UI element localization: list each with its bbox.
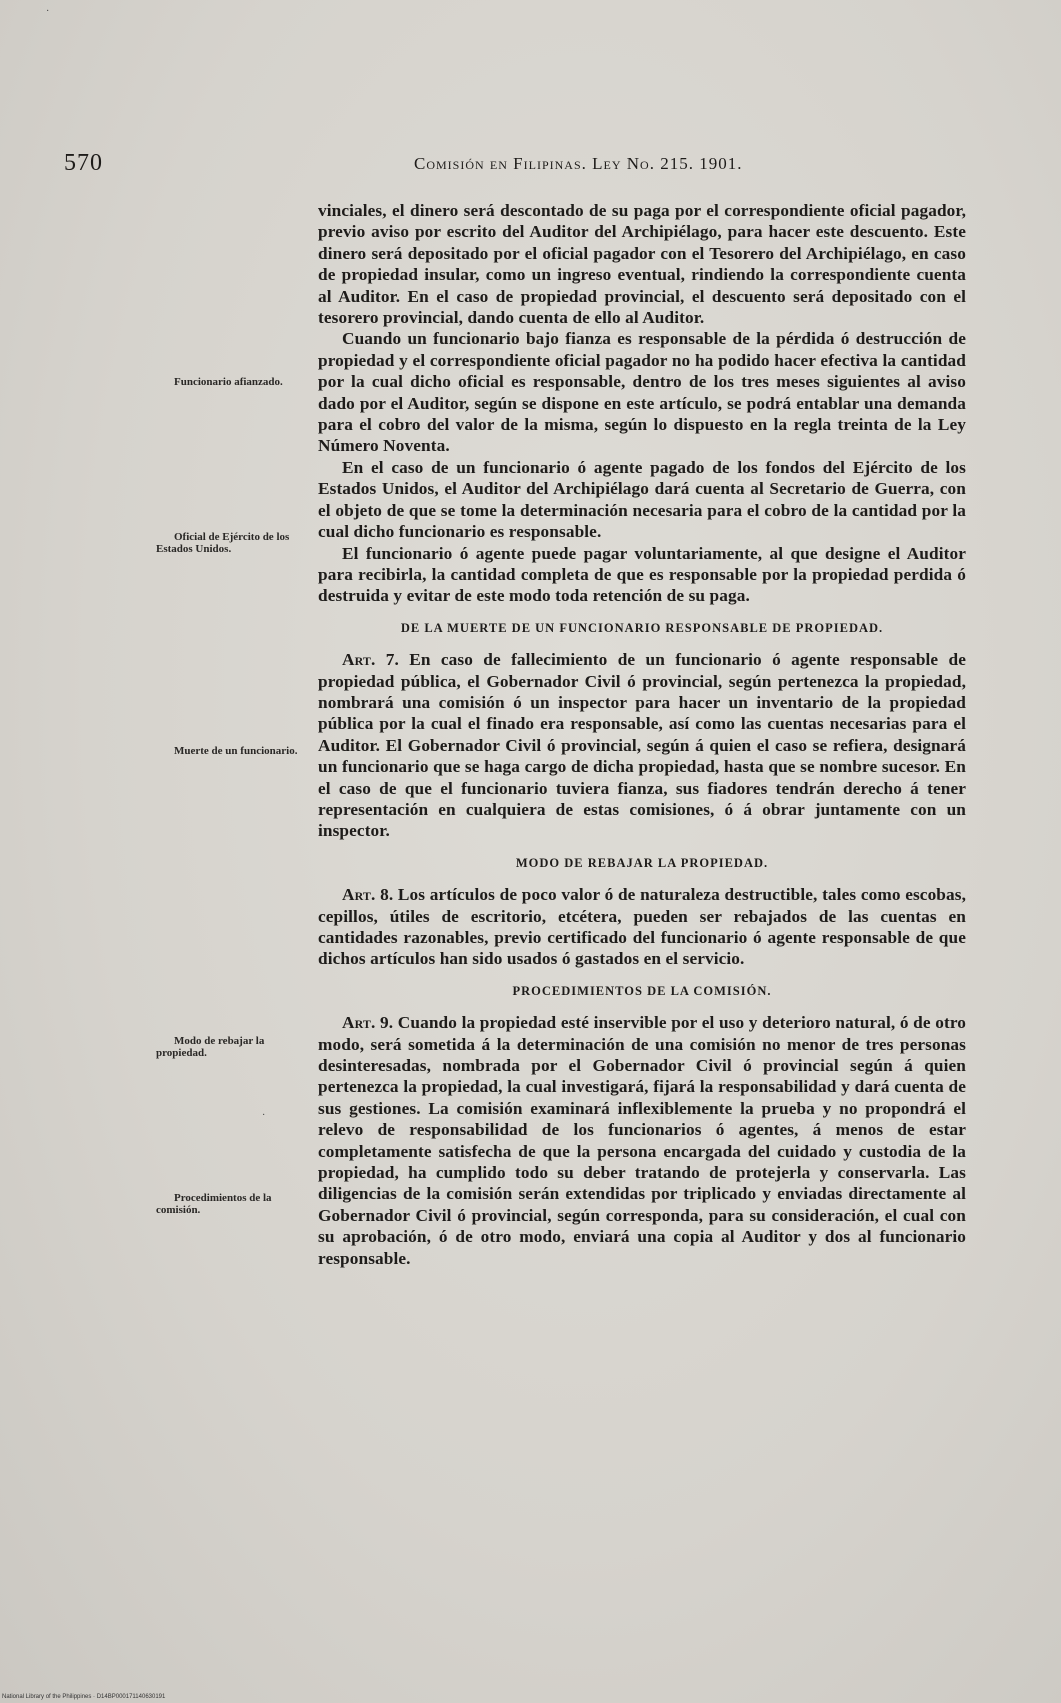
article-9 (318, 1012, 966, 1269)
article-8-label: Art. 8. (342, 885, 394, 905)
article-8-text: Los artículos de poco valor ó de naturaleza destructible, tales como escobas, cepillos, útiles de escritorio, etcétera, pueden ser rebajados de las cuentas en cantidades razonables, previo certificado del funcionario ó agente responsable de que dichos artículos han sido usados ó gastados en el servicio. (318, 885, 967, 969)
margin-note-modo-rebajar: Modo de rebajar la propiedad. (156, 1035, 265, 1059)
margin-note-muerte-funcionario: Muerte de un funcionario. (174, 745, 298, 757)
main-text (318, 200, 966, 1269)
margin-note-oficial-ejercito: Oficial de Ejército de los Estados Unidos. (156, 531, 290, 555)
page-number: 570 (64, 150, 103, 176)
article-9-text: Cuando la propiedad esté inservible por el uso y deterioro natural, ó de otro modo, será sometida á la determinación de una comisión no menor de tres personas desinteresadas, nombrada por el Gobernador Civil ó provincial según á quien pertenezca la propiedad, la cual investigará, fijará la responsabilidad y dará cuenta de sus gestiones. La comisión examinará inflexiblemente la prueba y no propondrá el relevo de responsabilidad de los funcionarios ó agentes, á menos de estar completamente satisfecha de que la persona encargada del cuidado y custodia de la propiedad, ha cumplido todo su deber tratando de protejerla y conservarla. Las diligencias de la comisión serán extendidas por triplicado y enviadas directamente al Gobernador Civil ó provincial, según corresponda, para su consideración, el cual con su aprobación, ó de otro modo, enviará una copia al Auditor y dos al funcionario responsable. (318, 1013, 967, 1268)
article-9-label: Art. 9. (342, 1013, 394, 1033)
paragraph-voluntary-payment: El funcionario ó agente puede pagar voluntariamente, al que designe el Auditor para recibirla, la cantidad completa de que es responsable por la propiedad perdida ó destruida y evitar de este modo toda retención de su paga. (318, 543, 966, 606)
ink-speck: · (46, 6, 50, 17)
article-7 (318, 649, 966, 842)
margin-note-funcionario-afianzado: Funcionario afianzado. (174, 376, 283, 388)
section-heading-muerte: DE LA MUERTE DE UN FUNCIONARIO RESPONSABLE DE PROPIEDAD. (400, 620, 884, 635)
article-7-label: Art. 7. (342, 650, 399, 670)
section-heading-procedimientos: PROCEDIMIENTOS DE LA COMISIÓN. (512, 983, 772, 998)
footer-credit: National Library of the Philippines · D14BP000171140630191 (2, 1694, 166, 1700)
page-header (64, 150, 874, 180)
article-7-text: En caso de fallecimiento de un funcionario ó agente responsable de propiedad pública, el Gobernador Civil ó provincial, según pertenezca la propiedad, nombrará una comisión ó un inspector para hacer un inventario de la propiedad pública por la cual el finado era responsable, así como las cuentas necesarias para el Auditor. El Gobernador Civil ó provincial, según á quien el caso se refiera, designará un funcionario que se haga cargo de dicha propiedad, hasta que se nombre sucesor. En el caso de que el funcionario tuviera fianza, sus fiadores tendrán derecho á tener representación en cualquiera de estas comisiones, ó á obrar juntamente con un inspector. (318, 650, 966, 841)
section-heading-rebajar: MODO DE REBAJAR LA PROPIEDAD. (515, 855, 769, 870)
paragraph-army-official: En el caso de un funcionario ó agente pagado de los fondos del Ejército de los Estados Unidos, el Auditor del Archipiélago dará cuenta al Secretario de Guerra, con el objeto de que se tome la determinación necesaria para el cobro de la cantidad por la cual dicho funcionario es responsable. (318, 457, 966, 542)
paragraph-bonded-official: Cuando un funcionario bajo fianza es responsable de la pérdida ó destrucción de propiedad y el correspondiente oficial pagador no ha podido hacer efectiva la cantidad por la cual dicho oficial es responsable, dentro de los tres meses siguientes al aviso dado por el Auditor, según se dispone en este artículo, se podrá entablar una demanda para el cobro del valor de la misma, según lo dispuesto en la regla treinta de la Ley Número Noventa. (318, 329, 966, 456)
paragraph-continued: vinciales, el dinero será descontado de su paga por el correspondiente oficial pagador, previo aviso por escrito del Auditor del Archipiélago, para hacer este descuento. Este dinero será depositado por el oficial pagador con el Tesorero del Archipiélago, en caso de propiedad insular, como un ingreso eventual, rindiendo la correspondiente cuenta al Auditor. En el caso de propiedad provincial, el descuento será depositado con el tesorero provincial, dando cuenta de ello al Auditor. (318, 201, 966, 328)
article-8 (318, 884, 966, 970)
ink-speck: · (262, 1110, 266, 1121)
margin-note-procedimientos: Procedimientos de la comisión. (156, 1192, 272, 1216)
running-head: Comisión en Filipinas. Ley No. 215. 1901. (414, 154, 743, 173)
